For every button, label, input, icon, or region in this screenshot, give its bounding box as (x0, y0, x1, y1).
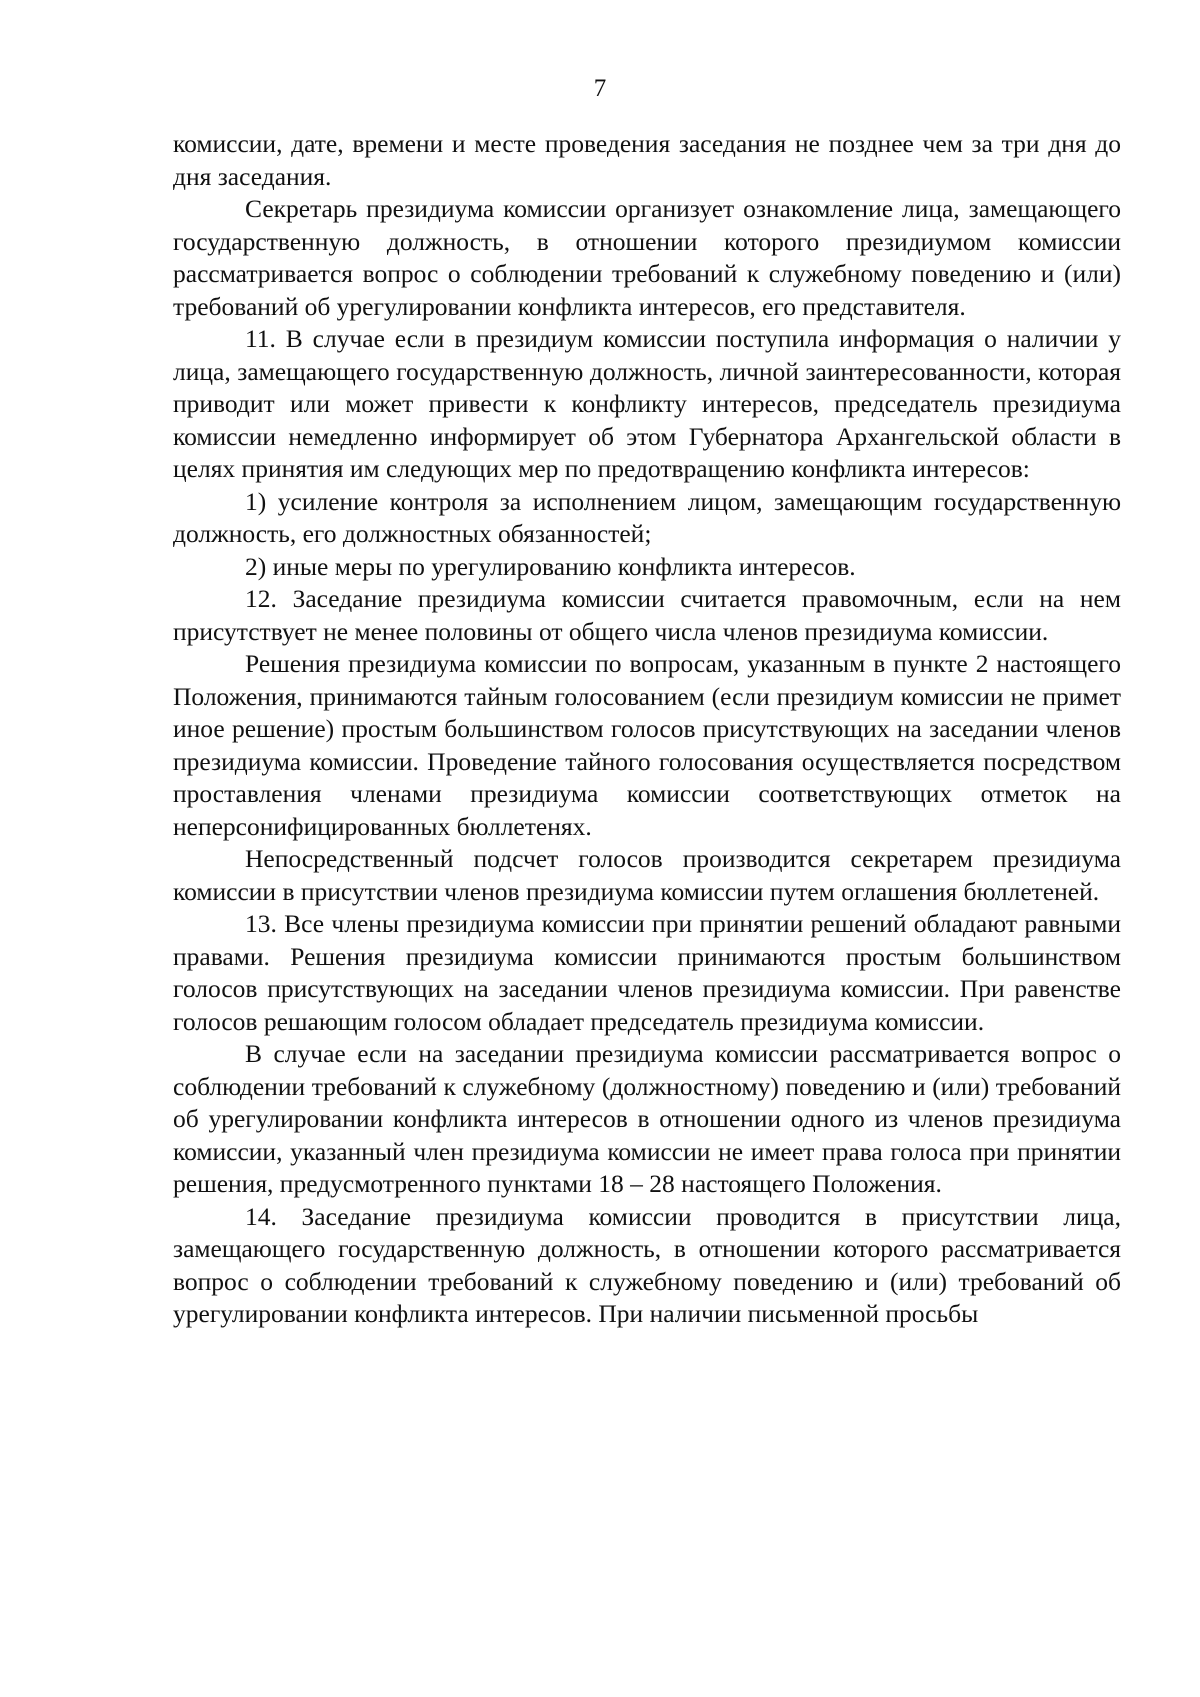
paragraph-continuation: комиссии, дате, времени и месте проведения заседания не позднее чем за три дня до дня заседания. (173, 129, 1121, 191)
paragraph-vote-count: Непосредственный подсчет голосов производится секретарем президиума комиссии в присутствии членов президиума комиссии путем оглашения бюллетеней. (173, 844, 1121, 906)
paragraph-subitem-1: 1) усиление контроля за исполнением лицом, замещающим государственную должность, его должностных обязанностей; (173, 486, 1121, 548)
paragraph-secret-voting: Решения президиума комиссии по вопросам, указанным в пункте 2 настоящего Положения, принимаются тайным голосованием (если президиум комиссии не примет иное решение) простым большинством голосов присутствующих на заседании членов президиума комиссии. Проведение тайного голосования осуществляется посредством проставления членами президиума комиссии соответствующих отметок на неперсонифицированных бюллетенях. (173, 649, 1121, 841)
page-number: 7 (593, 75, 607, 102)
paragraph-item-11: 11. В случае если в президиум комиссии поступила информация о наличии у лица, замещающего государственную должность, личной заинтересованности, которая приводит или может привести к конфликту интересов, председатель президиума комиссии немедленно информирует об этом Губернатора Архангельской области в целях принятия им следующих мер по предотвращению конфликта интересов: (173, 324, 1121, 483)
paragraph-subitem-2: 2) иные меры по урегулированию конфликта интересов. (245, 551, 856, 581)
paragraph-item-12: 12. Заседание президиума комиссии считается правомочным, если на нем присутствует не менее половины от общего числа членов президиума комиссии. (173, 584, 1121, 646)
paragraph-member-no-vote: В случае если на заседании президиума комиссии рассматривается вопрос о соблюдении требований к служебному (должностному) поведению и (или) требований об урегулировании конфликта интересов в отношении одного из членов президиума комиссии, указанный член президиума комиссии не имеет права голоса при принятии решения, предусмотренного пунктами 18 – 28 настоящего Положения. (173, 1039, 1121, 1198)
paragraph-secretary-familiarization: Секретарь президиума комиссии организует ознакомление лица, замещающего государственную должность, в отношении которого президиумом комиссии рассматривается вопрос о соблюдении требований к служебному поведению и (или) требований об урегулировании конфликта интересов, его представителя. (173, 194, 1121, 321)
paragraph-item-14: 14. Заседание президиума комиссии проводится в присутствии лица, замещающего государственную должность, в отношении которого рассматривается вопрос о соблюдении требований к служебному поведению и (или) требований об урегулировании конфликта интересов. При наличии письменной просьбы (173, 1201, 1121, 1328)
paragraph-item-13: 13. Все члены президиума комиссии при принятии решений обладают равными правами. Решения президиума комиссии принимаются простым большинством голосов присутствующих на заседании членов президиума комиссии. При равенстве голосов решающим голосом обладает председатель президиума комиссии. (173, 909, 1121, 1036)
document-body (173, 128, 1121, 1331)
